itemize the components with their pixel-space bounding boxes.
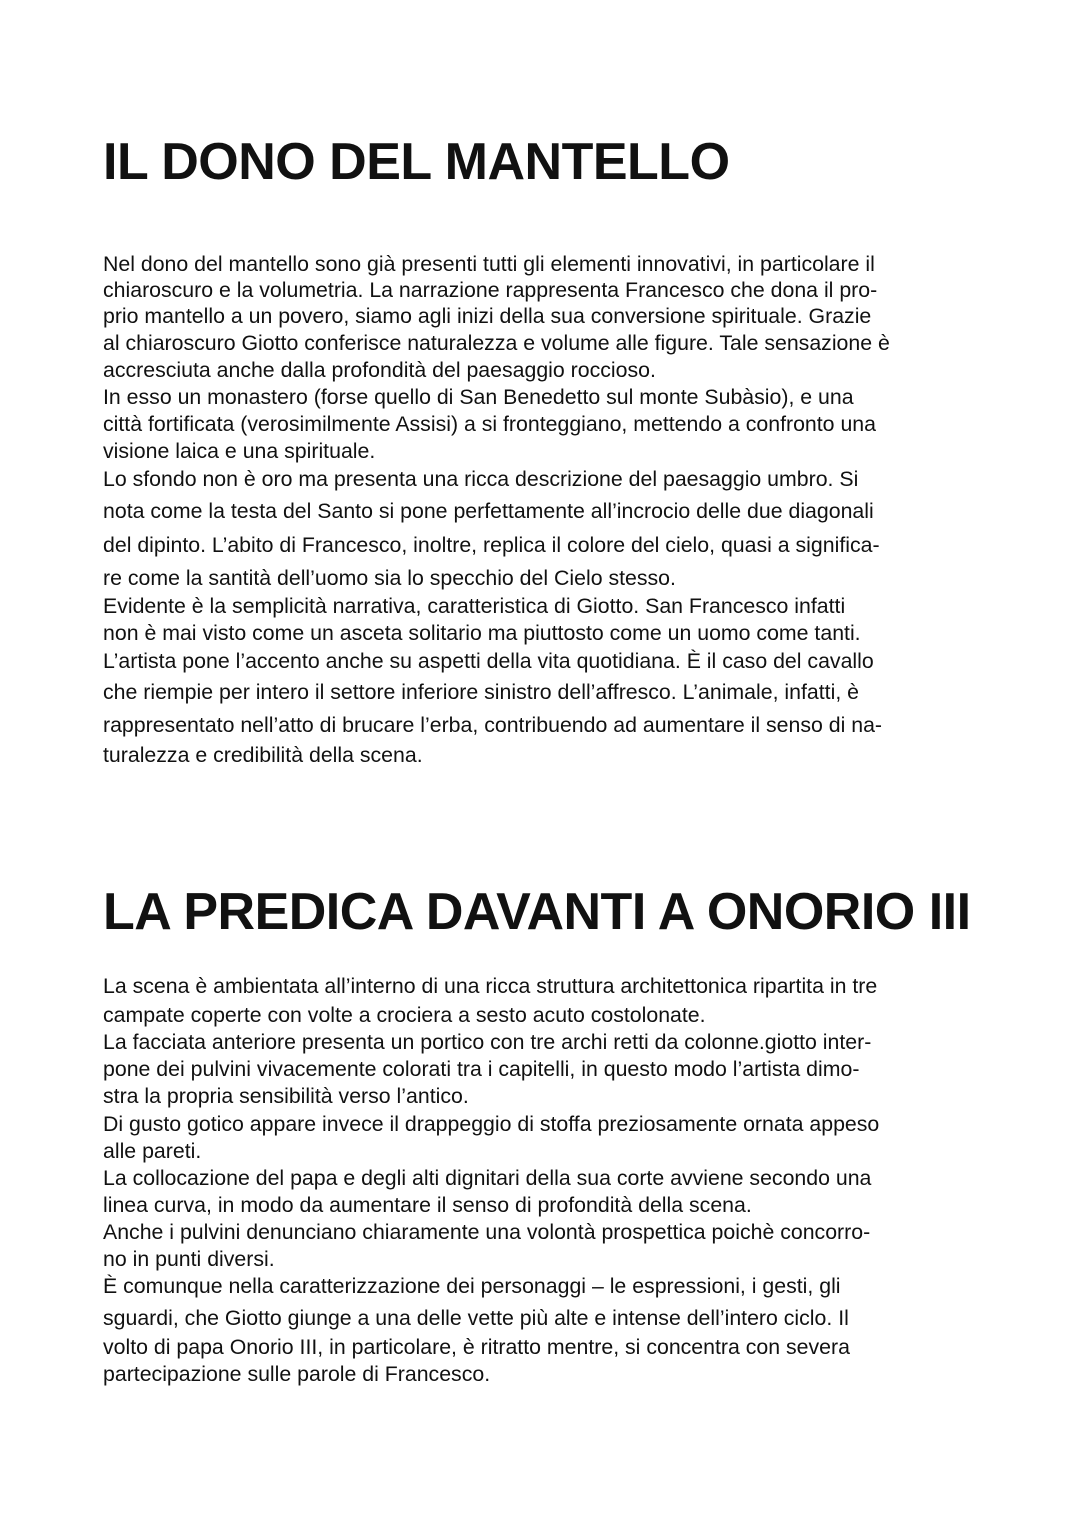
paragraph-line: turalezza e credibilità della scena.: [103, 743, 423, 767]
paragraph-line: accresciuta anche dalla profondità del paesaggio roccioso.: [103, 358, 656, 382]
paragraph-line: re come la santità dell’uomo sia lo specchio del Cielo stesso.: [103, 566, 676, 590]
paragraph-line: prio mantello a un povero, siamo agli inizi della sua conversione spirituale. Grazie: [103, 304, 872, 328]
paragraph-line: no in punti diversi.: [103, 1247, 275, 1271]
paragraph-line: che riempie per intero il settore inferiore sinistro dell’affresco. L’animale, infatti, è: [103, 680, 860, 704]
section-title-predica-onorio: LA PREDICA DAVANTI A ONORIO III: [103, 883, 971, 941]
paragraph-line: L’artista pone l’accento anche su aspetti della vita quotidiana. È il caso del cavallo: [103, 649, 874, 673]
paragraph-line: La scena è ambientata all’interno di una ricca struttura architettonica ripartita in tre: [103, 974, 878, 998]
paragraph-line: Lo sfondo non è oro ma presenta una ricca descrizione del paesaggio umbro. Si: [103, 467, 859, 491]
paragraph-line: chiaroscuro e la volumetria. La narrazione rappresenta Francesco che dona il pro-: [103, 278, 878, 302]
paragraph-line: non è mai visto come un asceta solitario ma piuttosto come un uomo come tanti.: [103, 621, 861, 645]
paragraph-line: linea curva, in modo da aumentare il senso di profondità della scena.: [103, 1193, 752, 1217]
paragraph-line: del dipinto. L’abito di Francesco, inoltre, replica il colore del cielo, quasi a significa-: [103, 533, 880, 557]
paragraph-line: stra la propria sensibilità verso l’antico.: [103, 1084, 469, 1108]
paragraph-line: È comunque nella caratterizzazione dei personaggi – le espressioni, i gesti, gli: [103, 1274, 841, 1298]
paragraph-line: La facciata anteriore presenta un portico con tre archi retti da colonne.giotto inter-: [103, 1030, 872, 1054]
paragraph-line: nota come la testa del Santo si pone perfettamente all’incrocio delle due diagonali: [103, 499, 874, 523]
paragraph-line: al chiaroscuro Giotto conferisce naturalezza e volume alle figure. Tale sensazione è: [103, 331, 890, 355]
paragraph-line: campate coperte con volte a crociera a sesto acuto costolonate.: [103, 1003, 706, 1027]
section-title-dono-mantello: IL DONO DEL MANTELLO: [103, 133, 730, 191]
paragraph-line: rappresentato nell’atto di brucare l’erba, contribuendo ad aumentare il senso di na-: [103, 713, 883, 737]
paragraph-line: pone dei pulvini vivacemente colorati tra i capitelli, in questo modo l’artista dimo-: [103, 1057, 860, 1081]
paragraph-line: visione laica e una spirituale.: [103, 439, 376, 463]
paragraph-line: Evidente è la semplicità narrativa, caratteristica di Giotto. San Francesco infatti: [103, 594, 846, 618]
paragraph-line: La collocazione del papa e degli alti dignitari della sua corte avviene secondo una: [103, 1166, 872, 1190]
paragraph-line: Di gusto gotico appare invece il drappeggio di stoffa preziosamente ornata appeso: [103, 1112, 880, 1136]
paragraph-line: volto di papa Onorio III, in particolare, è ritratto mentre, si concentra con severa: [103, 1335, 850, 1359]
paragraph-line: città fortificata (verosimilmente Assisi) a si fronteggiano, mettendo a confronto una: [103, 412, 876, 436]
paragraph-line: partecipazione sulle parole di Francesco.: [103, 1362, 491, 1386]
paragraph-line: In esso un monastero (forse quello di San Benedetto sul monte Subàsio), e una: [103, 385, 854, 409]
paragraph-line: Nel dono del mantello sono già presenti tutti gli elementi innovativi, in particolare il: [103, 252, 875, 276]
paragraph-line: sguardi, che Giotto giunge a una delle vette più alte e intense dell’intero ciclo. Il: [103, 1306, 849, 1330]
paragraph-line: Anche i pulvini denunciano chiaramente una volontà prospettica poichè concorro-: [103, 1220, 871, 1244]
paragraph-line: alle pareti.: [103, 1139, 202, 1163]
